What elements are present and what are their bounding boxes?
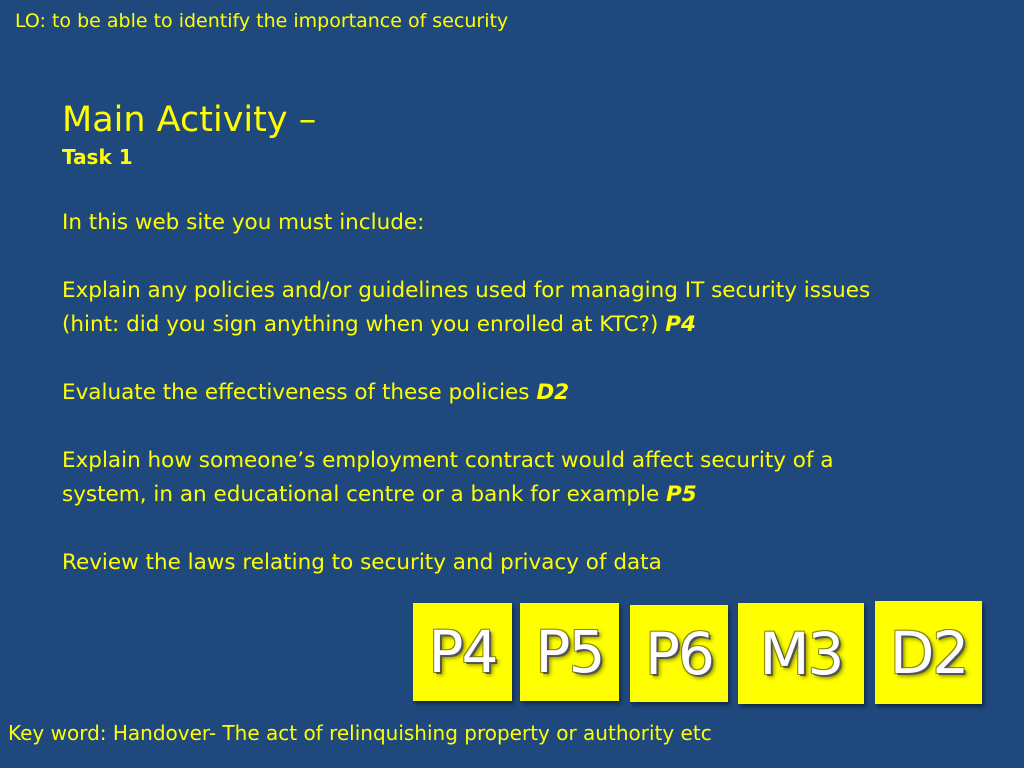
requirement-policies xyxy=(62,274,962,342)
key-word-definition: Key word: Handover- The act of relinquishing property or authority etc xyxy=(8,721,712,745)
criteria-tag-d2: D2 xyxy=(536,380,570,405)
requirement-policies-line1: Explain any policies and/or guidelines used for managing IT security issues xyxy=(62,278,871,303)
badge-p5 xyxy=(520,603,619,701)
requirement-evaluate-text: Evaluate the effectiveness of these policies xyxy=(62,380,530,405)
requirement-laws: Review the laws relating to security and privacy of data xyxy=(62,550,662,575)
criteria-tag-p5: P5 xyxy=(666,482,697,507)
badge-p6-label: P6 xyxy=(645,619,713,688)
criteria-tag-p4: P4 xyxy=(665,312,696,337)
requirement-policies-line2: (hint: did you sign anything when you enrolled at KTC?) xyxy=(62,312,659,337)
requirement-contract xyxy=(62,444,962,512)
badge-p4 xyxy=(413,603,512,701)
task-label: Task 1 xyxy=(62,145,133,169)
badge-d2-label: D2 xyxy=(889,618,968,687)
badge-p4-label: P4 xyxy=(428,618,497,686)
requirement-evaluate xyxy=(62,376,962,410)
main-content xyxy=(62,98,962,580)
badge-m3-label: M3 xyxy=(759,619,843,688)
slide-title: Main Activity – xyxy=(62,100,317,140)
badge-m3 xyxy=(738,603,864,704)
badge-d2 xyxy=(875,601,982,704)
requirement-contract-line1: Explain how someone’s employment contract would affect security of a xyxy=(62,448,834,473)
badge-p6 xyxy=(630,605,728,702)
intro-text: In this web site you must include: xyxy=(62,210,425,235)
badge-p5-label: P5 xyxy=(535,618,604,686)
requirement-contract-line2: system, in an educational centre or a bank for example xyxy=(62,482,660,507)
learning-objective: LO: to be able to identify the importance of security xyxy=(15,10,509,32)
